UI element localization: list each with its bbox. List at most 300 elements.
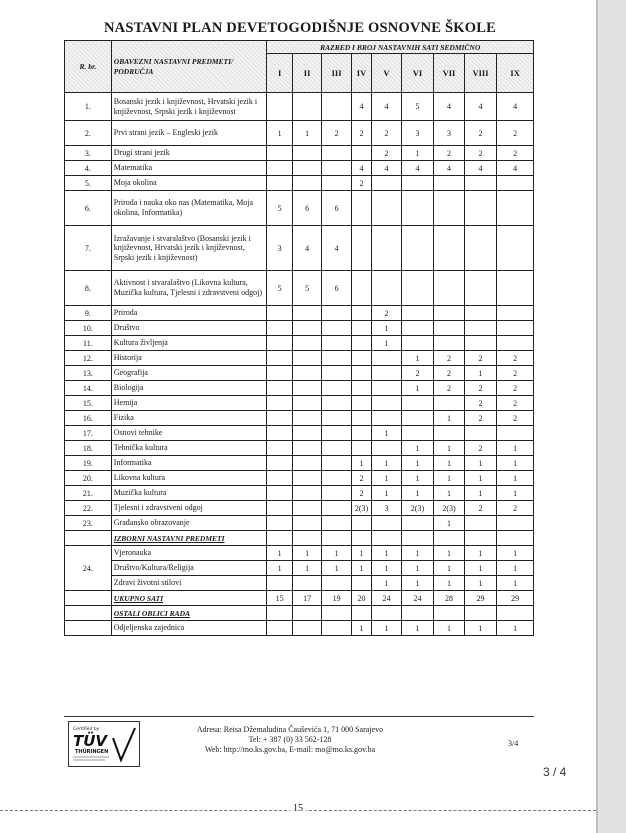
empty-cell xyxy=(464,531,497,546)
subject-name: Izražavanje i stvaralaštvo (Bosanski jezik i književnost, Hrvatski jezik i književnost, Srpski jezik i književnost) xyxy=(111,226,267,271)
hours-cell: 1 xyxy=(401,471,434,486)
hours-cell: 6 xyxy=(322,271,352,306)
empty-cell xyxy=(322,606,352,621)
hours-cell xyxy=(267,486,292,501)
hours-cell xyxy=(292,441,322,456)
hours-cell: 3 xyxy=(372,501,402,516)
hours-cell xyxy=(401,336,434,351)
hours-cell xyxy=(372,441,402,456)
hours-cell xyxy=(322,366,352,381)
hours-cell: 1 xyxy=(401,441,434,456)
phone-line: Tel: + 387 (0) 33 562-128 xyxy=(248,735,332,744)
empty-cell xyxy=(464,606,497,621)
table-row xyxy=(65,456,534,471)
section-heading-ostali: OSTALI OBLICI RADA xyxy=(111,606,267,621)
hours-cell xyxy=(267,381,292,396)
address-block xyxy=(160,725,420,755)
total-hours-cell: 28 xyxy=(434,591,465,606)
hours-cell: 5 xyxy=(267,271,292,306)
hours-cell xyxy=(292,93,322,121)
hours-cell xyxy=(401,396,434,411)
grade-header: III xyxy=(322,54,352,93)
subject-name: Priroda xyxy=(111,306,267,321)
table-row xyxy=(65,381,534,396)
hours-cell: 1 xyxy=(464,456,497,471)
hours-cell xyxy=(497,321,534,336)
row-number: 19. xyxy=(65,456,112,471)
subject-name: Informatika xyxy=(111,456,267,471)
hours-cell xyxy=(497,271,534,306)
table-row xyxy=(65,306,534,321)
row-number: 11. xyxy=(65,336,112,351)
table-row xyxy=(65,546,534,561)
curriculum-table xyxy=(64,40,534,636)
hours-cell xyxy=(292,381,322,396)
hours-cell xyxy=(372,516,402,531)
hours-cell xyxy=(464,226,497,271)
hours-cell: 1 xyxy=(372,621,402,636)
row-number: 6. xyxy=(65,191,112,226)
hours-cell xyxy=(292,426,322,441)
subject-name: Osnovi tehnike xyxy=(111,426,267,441)
hours-cell xyxy=(267,501,292,516)
hours-cell xyxy=(322,396,352,411)
hours-cell xyxy=(464,176,497,191)
hours-cell: 1 xyxy=(434,576,465,591)
table-row xyxy=(65,321,534,336)
hours-cell: 2 xyxy=(372,121,402,146)
hours-cell: 2 xyxy=(434,351,465,366)
empty-cell xyxy=(401,606,434,621)
hours-cell: 1 xyxy=(434,486,465,501)
hours-cell xyxy=(351,381,371,396)
hours-cell xyxy=(351,321,371,336)
hours-cell: 5 xyxy=(292,271,322,306)
row-number: 23. xyxy=(65,516,112,531)
hours-cell: 1 xyxy=(434,441,465,456)
hours-cell xyxy=(322,501,352,516)
grade-header: VII xyxy=(434,54,465,93)
hours-cell: 1 xyxy=(497,561,534,576)
hours-cell xyxy=(351,191,371,226)
hours-cell xyxy=(322,576,352,591)
hours-cell: 5 xyxy=(267,191,292,226)
row-number: 20. xyxy=(65,471,112,486)
hours-cell xyxy=(267,146,292,161)
footer xyxy=(64,716,534,767)
hours-cell xyxy=(267,176,292,191)
hours-cell: 1 xyxy=(372,471,402,486)
hours-cell xyxy=(292,621,322,636)
hours-cell: 1 xyxy=(434,546,465,561)
hours-cell xyxy=(497,226,534,271)
hours-cell xyxy=(292,336,322,351)
subject-name: Odjeljenska zajednica xyxy=(111,621,267,636)
section-row xyxy=(65,531,534,546)
hours-cell xyxy=(401,271,434,306)
hours-cell: 1 xyxy=(434,456,465,471)
empty-cell xyxy=(65,606,112,621)
hours-cell: 4 xyxy=(464,93,497,121)
table-row xyxy=(65,271,534,306)
table-row xyxy=(65,146,534,161)
hours-cell xyxy=(292,471,322,486)
hours-cell: 1 xyxy=(322,561,352,576)
row-number: 1. xyxy=(65,93,112,121)
grade-header: II xyxy=(292,54,322,93)
hours-cell xyxy=(401,411,434,426)
page-number: 15 xyxy=(290,803,306,814)
subject-name: Geografija xyxy=(111,366,267,381)
web-email-line: Web: http://mo.ks.gov.ba, E-mail: mo@mo.ks.gov.ba xyxy=(204,745,376,754)
hours-cell: 3 xyxy=(401,121,434,146)
hours-cell: 1 xyxy=(434,621,465,636)
hours-cell xyxy=(267,366,292,381)
hours-cell xyxy=(292,146,322,161)
hours-cell: 2 xyxy=(497,411,534,426)
hours-cell xyxy=(434,226,465,271)
subject-name: Likovna kultura xyxy=(111,471,267,486)
total-hours-cell: 17 xyxy=(292,591,322,606)
subject-name: Prvi strani jezik – Engleski jezik xyxy=(111,121,267,146)
subject-name: Historija xyxy=(111,351,267,366)
hours-cell xyxy=(267,161,292,176)
hours-cell xyxy=(401,426,434,441)
hours-cell: 2 xyxy=(464,381,497,396)
table-row xyxy=(65,471,534,486)
hours-cell xyxy=(434,191,465,226)
empty-cell xyxy=(292,531,322,546)
subject-name: Hemija xyxy=(111,396,267,411)
hours-cell: 1 xyxy=(497,576,534,591)
hours-cell: 2 xyxy=(464,121,497,146)
hours-cell xyxy=(267,351,292,366)
hours-cell: 2(3) xyxy=(351,501,371,516)
hours-cell xyxy=(292,516,322,531)
hours-cell xyxy=(322,146,352,161)
row-number: 24. xyxy=(65,546,112,591)
hours-cell xyxy=(267,441,292,456)
hours-cell xyxy=(322,411,352,426)
hours-cell xyxy=(401,176,434,191)
hours-cell xyxy=(351,396,371,411)
hours-cell: 2(3) xyxy=(401,501,434,516)
total-hours-cell: 24 xyxy=(372,591,402,606)
hours-cell xyxy=(372,191,402,226)
row-number: 5. xyxy=(65,176,112,191)
address-line: Adresa: Reisa Džemaludina Čauševića 1, 71 000 Sarajevo xyxy=(196,725,384,734)
table-row xyxy=(65,93,534,121)
hours-cell xyxy=(292,161,322,176)
hours-cell: 1 xyxy=(464,561,497,576)
hours-cell xyxy=(267,411,292,426)
row-number: 15. xyxy=(65,396,112,411)
hours-cell xyxy=(434,336,465,351)
certification-logo xyxy=(68,721,140,767)
hours-cell xyxy=(401,226,434,271)
hours-cell xyxy=(267,396,292,411)
hours-cell: 4 xyxy=(351,93,371,121)
hours-cell: 1 xyxy=(434,471,465,486)
table-row xyxy=(65,161,534,176)
grade-header: I xyxy=(267,54,292,93)
hours-cell: 1 xyxy=(267,546,292,561)
hours-cell: 1 xyxy=(464,621,497,636)
hours-cell xyxy=(372,396,402,411)
hours-cell: 2 xyxy=(434,146,465,161)
subject-name: Priroda i nauka oko nas (Matematika, Moja okolina, Informatika) xyxy=(111,191,267,226)
grade-header: IX xyxy=(497,54,534,93)
hours-cell: 1 xyxy=(267,561,292,576)
hours-cell: 1 xyxy=(401,146,434,161)
hours-cell xyxy=(322,93,352,121)
hours-cell xyxy=(267,516,292,531)
hours-cell xyxy=(322,381,352,396)
empty-cell xyxy=(322,531,352,546)
table-row xyxy=(65,411,534,426)
table-row xyxy=(65,486,534,501)
hours-cell xyxy=(351,271,371,306)
hours-cell: 1 xyxy=(372,576,402,591)
hours-cell xyxy=(464,426,497,441)
subject-name: Tjelesni i zdravstveni odgoj xyxy=(111,501,267,516)
header-rbr: R. br. xyxy=(65,41,112,93)
hours-cell xyxy=(292,486,322,501)
total-hours-cell: 19 xyxy=(322,591,352,606)
table-row xyxy=(65,576,534,591)
hours-cell: 5 xyxy=(401,93,434,121)
hours-cell: 1 xyxy=(464,471,497,486)
hours-cell: 6 xyxy=(322,191,352,226)
hours-cell: 2 xyxy=(351,471,371,486)
hours-cell xyxy=(372,351,402,366)
subject-name: Vjeronauka xyxy=(111,546,267,561)
hours-cell: 4 xyxy=(434,161,465,176)
total-hours-cell: 20 xyxy=(351,591,371,606)
hours-cell: 1 xyxy=(372,561,402,576)
hours-cell: 2 xyxy=(372,146,402,161)
hours-cell: 2 xyxy=(497,381,534,396)
row-number: 9. xyxy=(65,306,112,321)
hours-cell xyxy=(401,191,434,226)
hours-cell: 2 xyxy=(464,351,497,366)
hours-cell xyxy=(292,306,322,321)
empty-cell xyxy=(351,531,371,546)
table-row xyxy=(65,226,534,271)
hours-cell xyxy=(497,336,534,351)
table-row xyxy=(65,501,534,516)
hours-cell: 4 xyxy=(497,93,534,121)
row-number: 14. xyxy=(65,381,112,396)
hours-cell: 4 xyxy=(322,226,352,271)
hours-cell xyxy=(372,226,402,271)
hours-cell: 1 xyxy=(464,366,497,381)
hours-cell: 1 xyxy=(292,546,322,561)
row-number: 18. xyxy=(65,441,112,456)
hours-cell xyxy=(497,426,534,441)
hours-cell xyxy=(434,426,465,441)
hours-cell xyxy=(267,456,292,471)
table-body xyxy=(65,93,534,636)
empty-cell xyxy=(434,606,465,621)
section-heading-izborni: IZBORNI NASTAVNI PREDMETI xyxy=(111,531,267,546)
hours-cell: 1 xyxy=(497,456,534,471)
empty-cell xyxy=(351,606,371,621)
hours-cell: 2 xyxy=(464,411,497,426)
subject-name: Biologija xyxy=(111,381,267,396)
hours-cell: 1 xyxy=(372,321,402,336)
row-number: 17. xyxy=(65,426,112,441)
total-hours-cell: 29 xyxy=(464,591,497,606)
page-fraction-small: 3/4 xyxy=(508,739,519,748)
hours-cell xyxy=(322,621,352,636)
hours-cell: 1 xyxy=(497,486,534,501)
hours-cell: 2 xyxy=(322,121,352,146)
subject-name: Društvo xyxy=(111,321,267,336)
subject-name: Moja okolina xyxy=(111,176,267,191)
subject-name: Društvo/Kultura/Religija xyxy=(111,561,267,576)
hours-cell xyxy=(322,176,352,191)
hours-cell: 1 xyxy=(401,621,434,636)
hours-cell: 4 xyxy=(351,161,371,176)
total-label: UKUPNO SATI xyxy=(111,591,267,606)
hours-cell xyxy=(267,93,292,121)
hours-cell xyxy=(351,366,371,381)
hours-cell xyxy=(267,471,292,486)
table-row xyxy=(65,176,534,191)
row-number: 13. xyxy=(65,366,112,381)
hours-cell xyxy=(372,381,402,396)
hours-cell: 1 xyxy=(267,121,292,146)
hours-cell: 1 xyxy=(497,471,534,486)
row-number: 7. xyxy=(65,226,112,271)
hours-cell: 2 xyxy=(372,306,402,321)
hours-cell xyxy=(372,411,402,426)
grade-header: VIII xyxy=(464,54,497,93)
subject-name: Aktivnost i stvaralaštvo (Likovna kultura, Muzička kultura, Tjelesni i zdravstveni odgoj) xyxy=(111,271,267,306)
hours-cell xyxy=(434,176,465,191)
hours-cell: 2 xyxy=(434,366,465,381)
hours-cell xyxy=(464,321,497,336)
hours-cell: 1 xyxy=(497,621,534,636)
hours-cell: 2 xyxy=(464,501,497,516)
hours-cell xyxy=(267,576,292,591)
hours-cell xyxy=(434,306,465,321)
hours-cell: 1 xyxy=(372,336,402,351)
hours-cell: 2 xyxy=(351,486,371,501)
hours-cell xyxy=(497,191,534,226)
subject-name: Matematika xyxy=(111,161,267,176)
svg-text:TÜV: TÜV xyxy=(73,732,108,750)
total-hours-cell: 29 xyxy=(497,591,534,606)
grade-header: V xyxy=(372,54,402,93)
hours-cell xyxy=(292,351,322,366)
hours-cell xyxy=(464,271,497,306)
row-number: 2. xyxy=(65,121,112,146)
hours-cell xyxy=(267,621,292,636)
hours-cell xyxy=(267,426,292,441)
hours-cell xyxy=(322,321,352,336)
hours-cell xyxy=(322,161,352,176)
hours-cell xyxy=(351,226,371,271)
table-row xyxy=(65,366,534,381)
hours-cell xyxy=(267,306,292,321)
hours-cell: 1 xyxy=(401,546,434,561)
table-row xyxy=(65,426,534,441)
hours-cell xyxy=(351,516,371,531)
hours-cell: 1 xyxy=(401,486,434,501)
section-row xyxy=(65,606,534,621)
hours-cell: 2 xyxy=(434,381,465,396)
hours-cell: 2 xyxy=(497,121,534,146)
hours-cell: 2 xyxy=(497,501,534,516)
empty-cell xyxy=(65,531,112,546)
subject-name: Fizika xyxy=(111,411,267,426)
hours-cell: 4 xyxy=(372,161,402,176)
hours-cell: 4 xyxy=(401,161,434,176)
hours-cell xyxy=(464,306,497,321)
hours-cell xyxy=(322,336,352,351)
hours-cell: 1 xyxy=(401,381,434,396)
hours-cell: 2 xyxy=(401,366,434,381)
grade-header: VI xyxy=(401,54,434,93)
hours-cell xyxy=(322,486,352,501)
hours-cell: 4 xyxy=(497,161,534,176)
hours-cell xyxy=(292,576,322,591)
hours-cell: 1 xyxy=(351,456,371,471)
hours-cell: 2 xyxy=(351,176,371,191)
hours-cell xyxy=(322,306,352,321)
hours-cell: 1 xyxy=(401,561,434,576)
grade-header: IV xyxy=(351,54,371,93)
hours-cell xyxy=(292,501,322,516)
table-row xyxy=(65,351,534,366)
subject-name: Drugi strani jezik xyxy=(111,146,267,161)
empty-cell xyxy=(497,606,534,621)
hours-cell: 1 xyxy=(434,561,465,576)
hours-cell: 1 xyxy=(351,561,371,576)
hours-cell xyxy=(351,441,371,456)
hours-cell: 2 xyxy=(464,441,497,456)
row-number: 10. xyxy=(65,321,112,336)
hours-cell xyxy=(292,456,322,471)
hours-cell: 1 xyxy=(401,351,434,366)
hours-cell xyxy=(401,306,434,321)
hours-cell: 2 xyxy=(351,121,371,146)
hours-cell: 1 xyxy=(434,516,465,531)
hours-cell: 6 xyxy=(292,191,322,226)
empty-cell xyxy=(292,606,322,621)
subject-name: Bosanski jezik i književnost, Hrvatski jezik i književnost, Srpski jezik i književnost xyxy=(111,93,267,121)
page-fraction: 3 / 4 xyxy=(543,765,567,779)
hours-cell xyxy=(401,516,434,531)
empty-cell xyxy=(401,531,434,546)
hours-cell: 3 xyxy=(434,121,465,146)
hours-cell xyxy=(464,191,497,226)
hours-cell: 2 xyxy=(464,396,497,411)
hours-cell: 3 xyxy=(267,226,292,271)
empty-cell xyxy=(434,531,465,546)
svg-text:Certified by: Certified by xyxy=(73,727,100,732)
hours-cell: 1 xyxy=(372,426,402,441)
hours-cell: 1 xyxy=(322,546,352,561)
empty-cell xyxy=(267,606,292,621)
header-grades-title: RAZRED I BROJ NASTAVNIH SATI SEDMIČNO xyxy=(267,41,534,54)
table-row xyxy=(65,561,534,576)
hours-cell: 2 xyxy=(497,351,534,366)
hours-cell xyxy=(292,366,322,381)
hours-cell xyxy=(497,516,534,531)
